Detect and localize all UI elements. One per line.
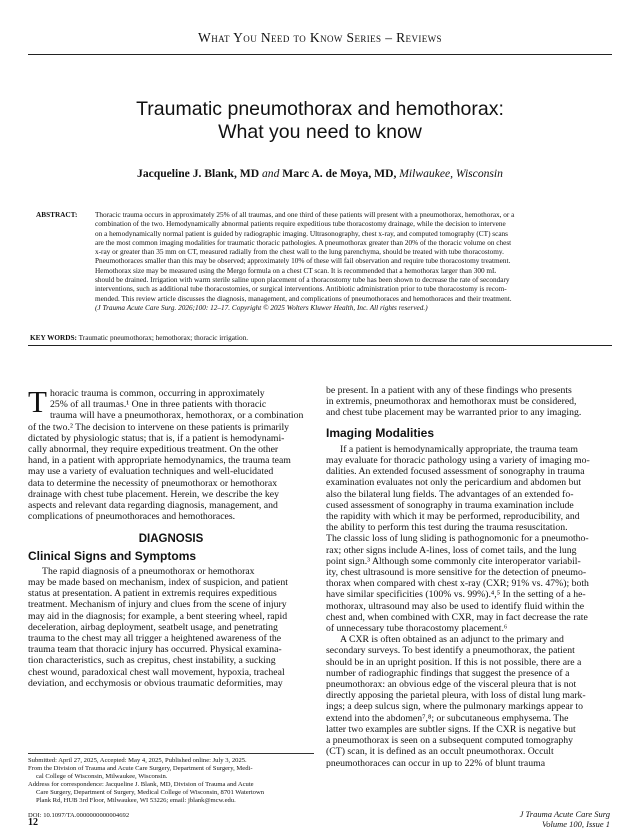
body-line: complications of pneumothoraces and hemothoraces.: [28, 511, 236, 523]
body-line: trauma team that thoracic injury has occurred. Physical examina-: [28, 644, 282, 656]
keywords-text: Traumatic pneumothorax; hemothorax; thoracic irrigation.: [76, 334, 249, 342]
body-line: chest wound, paradoxical chest wall movement, hypoxia, tracheal: [28, 666, 285, 678]
body-line: drainage with chest tube placement. Herein, we describe the key: [28, 488, 279, 500]
abstract-rule: [28, 345, 612, 346]
body-line: also the bilateral lung fields. The advantages of an extended fo-: [326, 488, 574, 500]
subheading-clinical-signs: Clinical Signs and Symptoms: [28, 548, 197, 563]
body-line: rax; other signs include A-lines, loss of comet tails, and the lung: [326, 544, 577, 556]
footnote-line: Address for correspondence: Jacqueline J. Blank, MD, Division of Trauma and Acute: [28, 781, 254, 789]
footnote-line: Care Surgery, Department of Surgery, Medical College of Wisconsin, 8701 Watertown: [36, 789, 265, 797]
body-line: If a patient is hemodynamically appropriate, the trauma team: [340, 443, 578, 455]
body-line: ings; a deep sulcus sign, where the pulmonary markings appear to: [326, 701, 583, 713]
keywords: [30, 334, 606, 342]
abstract-line: combination of the two. Hemodynamically abnormal patients require expeditious tube thoracostomy drainage, while the decision to intervene: [95, 220, 506, 229]
body-line: deceleration, airbag deployment, seatbelt usage, and penetrating: [28, 621, 278, 633]
body-line: (CT) scan, it is defined as an occult pneumothorax. Occult: [326, 746, 554, 758]
footnote-line: From the Division of Trauma and Acute Care Surgery, Department of Surgery, Medi-: [28, 765, 253, 773]
body-line: mothorax, ultrasound may also be used to identify fluid within the: [326, 600, 585, 612]
body-line: secondary surveys. To best identify a pneumothorax, the patient: [326, 645, 575, 657]
abstract-line: Hemothorax size may be measured using the Mergo formula on a chest CT scan. It is recommended that a hemothorax larger than 300 mL: [95, 266, 497, 275]
body-line: cally abnormal, they require expeditious treatment. On the other: [28, 444, 279, 456]
body-line: may aid in the diagnosis; for example, a bent steering wheel, rapid: [28, 610, 288, 622]
body-line: trauma to the chest may all trigger a heightened awareness of the: [28, 633, 282, 645]
abstract-line: should be drained. Irrigation with warm sterile saline upon placement of a thoracostomy tube has been shown to decrease the rate of secondary: [95, 276, 510, 285]
body-line: thorax when compared with chest x-ray (CXR; 91% vs. 47%); both: [326, 578, 589, 590]
abstract-line: interventions, such as additional tube thoracostomies, or surgical interventions. Antibiotic administration prior to tube thoracostomy is recom-: [95, 285, 507, 294]
body-line: extend into the abdomen⁷,⁸; or subcutaneous emphysema. The: [326, 712, 569, 724]
doi: DOI: 10.1097/TA.0000000000004692: [28, 811, 130, 819]
body-line: of unnecessary tube thoracostomy placement.⁶: [326, 623, 508, 635]
body-line: of the two.² The decision to intervene on these patients is primarily: [28, 421, 290, 433]
body-line: number of radiographic findings that suggest the presence of a: [326, 667, 570, 679]
body-line: horacic trauma is common, occurring in approximately: [49, 388, 265, 399]
author-line: [40, 167, 600, 180]
body-line: dictated by physiologic status; that is, if a patient is hemodynami-: [28, 432, 285, 444]
body-line: dalities. An extended focused assessment of sonography in trauma: [326, 466, 585, 478]
body-line: pneumothorax: an obvious edge of the visceral pleura that is not: [326, 679, 577, 691]
body-line: directly apposing the parietal pleura, with loss of distal lung mark-: [326, 690, 586, 702]
intro-paragraph: [28, 384, 314, 523]
author-1: Jacqueline J. Blank, MD: [137, 167, 260, 180]
abstract-line: Thoracic trauma occurs in approximately 25% of all traumas, and one third of these patients will present with a pneumothorax, hemothorax, or a: [95, 211, 515, 219]
body-line: cused assessment of sonography in trauma examination include: [326, 499, 574, 511]
journal-name: J Trauma Acute Care Surg: [519, 809, 610, 819]
page-number: 12: [28, 817, 38, 828]
body-line: have similar specificities (100% vs. 99%).⁴,⁵ In the setting of a he-: [326, 589, 586, 601]
body-line: be present. In a patient with any of these findings who presents: [326, 385, 572, 396]
body-line: tion characteristics, such as crepitus, chest instability, a sucking: [28, 655, 276, 667]
title-line-1: Traumatic pneumothorax and hemothorax:: [136, 98, 504, 120]
body-line: hand, in a patient with appropriate hemodynamics, the trauma team: [28, 455, 291, 467]
body-line: a pneumothorax is seen on a subsequent computed tomography: [326, 735, 573, 747]
body-line: The rapid diagnosis of a pneumothorax or hemothorax: [42, 565, 255, 577]
author-conjunction: and: [259, 167, 283, 180]
body-line: may evaluate for thoracic pathology using a variety of imaging mo-: [326, 455, 590, 467]
body-line: status at presentation. A patient in extremis requires expeditious: [28, 588, 277, 600]
body-line: latter two examples are subtler signs. If the CXR is negative but: [326, 723, 576, 735]
keywords-label: KEY WORDS:: [30, 334, 77, 342]
abstract-line: x-ray or greater than 35 mm on CT, measured radially from the chest wall to the lung parenchyma, should be treated with tube thoracostomy.: [95, 248, 504, 257]
body-line: pneumothoraces can occur in up to 22% of blunt trauma: [326, 757, 546, 769]
abstract-line: are the most common imaging modalities for traumatic thoracic pathologies. A pneumothorax greater than 20% of the thoracic volume on chest: [95, 238, 512, 247]
abstract-line: on a hemodynamically normal patient is guided by radiographic imaging. Ultrasonography, chest x-ray, and computed tomography (CT) scans: [95, 229, 509, 238]
section-heading-diagnosis: DIAGNOSIS: [138, 533, 204, 546]
footnote-line: cal College of Wisconsin, Milwaukee, Wisconsin.: [36, 773, 168, 781]
journal-footer: [520, 809, 610, 829]
body-line: in extremis, pneumothorax and hemothorax must be considered,: [326, 396, 577, 408]
clinical-paragraph: [28, 566, 314, 689]
author-2: Marc A. de Moya, MD,: [282, 167, 397, 180]
body-line: treatment. Mechanism of injury and clues from the scene of injury: [28, 599, 287, 611]
body-line: the ability to perform this test during the trauma resuscitation.: [326, 522, 568, 534]
body-line: point sign.³ Although some commonly cite interoperator variabil-: [326, 555, 581, 567]
abstract: [36, 211, 606, 313]
article-title: [40, 98, 600, 144]
body-line: should be in an upright position. If this is not possible, there are a: [326, 656, 582, 668]
series-header: What You Need to Know Series – Reviews: [198, 30, 442, 45]
body-line: aspects and relevant data regarding diagnosis, management, and: [28, 500, 278, 512]
body-line: deviation, and ecchymosis or obvious traumatic deformities, may: [28, 677, 283, 689]
abstract-citation: (J Trauma Acute Care Surg. 2026;100: 12–17. Copyright © 2025 Wolters Kluwer Health, Inc. All rights reserved.): [95, 303, 428, 312]
drop-cap: T: [28, 384, 47, 419]
abstract-label: ABSTRACT:: [36, 211, 78, 219]
header-rule: [28, 54, 612, 55]
body-line: chest and, when combined with CXR, may in fact decrease the rate: [326, 611, 588, 623]
journal-volume: Volume 100, Issue 1: [542, 819, 610, 829]
author-location: Milwaukee, Wisconsin: [396, 167, 503, 180]
body-line: The classic loss of lung sliding is pathognomonic for a pneumotho-: [326, 533, 589, 545]
abstract-line: mended. This review article discusses the diagnosis, management, and complications of pneumothoraces and hemothoraces and their treatment.: [95, 294, 512, 303]
body-line: the rapidity with which it may be performed, reproducibility, and: [326, 511, 580, 523]
title-line-2: What you need to know: [218, 121, 422, 143]
body-line: A CXR is often obtained as an adjunct to the primary and: [340, 634, 564, 646]
body-line: data to determine the necessity of pneumothorax or hemothorax: [28, 477, 278, 489]
body-line: may use a variety of evaluation techniques and well-elucidated: [28, 466, 274, 478]
left-column: [28, 384, 314, 689]
footnote-line: Submitted: April 27, 2025, Accepted: May 4, 2025, Published online: July 3, 2025.: [28, 757, 247, 764]
body-line: 25% of all traumas.¹ One in three patients with thoracic: [49, 399, 267, 411]
body-line: trauma will have a pneumothorax, hemothorax, or a combination: [49, 410, 304, 422]
body-line: examination evaluates not only the pericardium and abdomen but: [326, 477, 582, 489]
footnote-line: Plank Rd, HUB 3rd Floor, Milwaukee, WI 53226; email: jblank@mcw.edu.: [36, 797, 236, 805]
body-line: and chest tube placement may be warranted prior to any imaging.: [326, 407, 582, 419]
subheading-imaging-modalities: Imaging Modalities: [326, 425, 435, 440]
abstract-text: [95, 211, 606, 313]
body-line: ity, chest ultrasound is more sensitive for the detection of pneumo-: [326, 567, 587, 579]
body-line: may be made based on mechanism, index of suspicion, and patient: [28, 577, 288, 589]
abstract-line: Pneumothoraces smaller than this may be observed; approximately 10% of these will fail observation and require tube thoracostomy treatment.: [95, 257, 511, 266]
right-column: [326, 385, 612, 769]
footnotes: [28, 753, 314, 820]
